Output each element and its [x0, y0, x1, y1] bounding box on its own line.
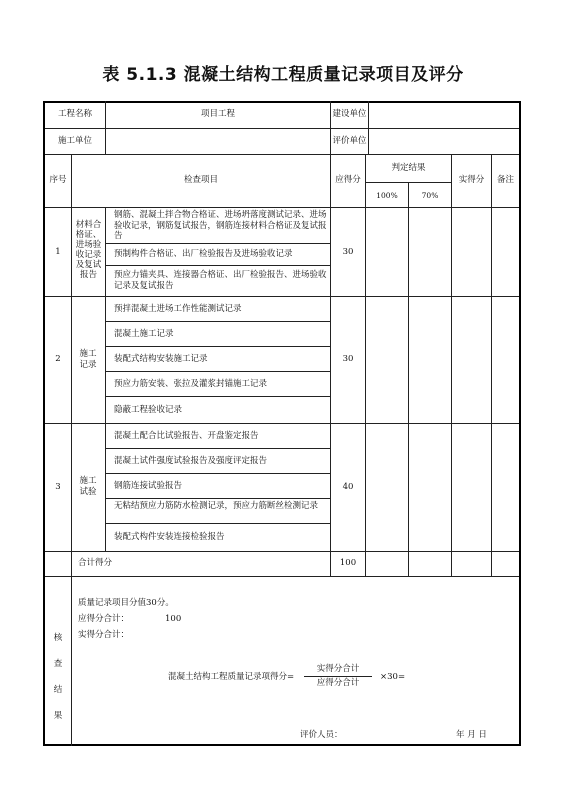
list-item: 混凝土施工记录 — [114, 329, 174, 339]
rule — [43, 296, 520, 297]
group-seq: 3 — [55, 482, 61, 492]
group-category: 材料合格证、进场验收记录及复试报告 — [75, 220, 102, 280]
rule — [105, 396, 330, 397]
rule — [105, 523, 330, 524]
rule — [43, 551, 520, 552]
due-total-label: 应得分合计： — [78, 614, 130, 624]
total-score: 100 — [339, 558, 357, 568]
table-border-bottom — [43, 744, 520, 746]
rule — [365, 154, 366, 576]
group-seq: 1 — [55, 247, 61, 257]
evaluator-label: 评价人员： — [300, 730, 343, 740]
group-score: 30 — [342, 354, 354, 364]
total-label: 合计得分 — [78, 558, 113, 568]
rule — [105, 448, 330, 449]
rule — [330, 154, 331, 576]
group-score: 30 — [342, 247, 354, 257]
group-seq: 2 — [55, 354, 61, 364]
conclusion-line1: 质量记录项目分值30分。 — [78, 598, 174, 608]
list-item: 预应力锚夹具、连接器合格证、出厂检验报告、进场验收记录及复试报告 — [114, 270, 327, 291]
project-name-value: 项目工程 — [200, 109, 235, 119]
date-label: 年 月 日 — [456, 730, 487, 740]
rule — [491, 154, 492, 576]
rule — [105, 265, 330, 266]
list-item: 钢筋、混凝土拌合物合格证、进场坍落度测试记录、进场验收记录，钢筋复试报告，钢筋连接材料合格证及复试报告 — [114, 210, 327, 241]
page-title: 表 5.1.3 混凝土结构工程质量记录项目及评分 — [102, 65, 464, 85]
col-actual-score: 实得分 — [458, 175, 485, 185]
rule — [105, 371, 330, 372]
list-item: 钢筋连接试验报告 — [114, 481, 183, 491]
list-item: 无粘结预应力筋防水检测记录，预应力筋断丝检测记录 — [114, 501, 319, 511]
rule — [43, 207, 520, 208]
rule — [43, 128, 520, 129]
eval-unit-label: 评价单位 — [332, 136, 367, 146]
list-item: 装配式构件安装连接检验报告 — [114, 532, 225, 542]
col-pct-70: 70% — [421, 191, 439, 200]
rule — [105, 207, 106, 551]
formula-prefix: 混凝土结构工程质量记录项得分= — [168, 672, 295, 682]
rule — [105, 243, 330, 244]
list-item: 混凝土试件强度试验报告及强度评定报告 — [114, 456, 268, 466]
table-border-right — [519, 101, 521, 746]
construct-unit-label: 施工单位 — [57, 136, 92, 146]
col-check-item: 检查项目 — [183, 175, 218, 185]
formula-suffix: ×30= — [380, 672, 406, 682]
list-item: 预应力筋安装、张拉及灌浆封锚施工记录 — [114, 379, 268, 389]
list-item: 预制构件合格证、出厂检验报告及进场验收记录 — [114, 249, 293, 259]
due-total-value: 100 — [165, 614, 182, 624]
table-border-top — [43, 101, 520, 103]
col-remark: 备注 — [496, 175, 514, 185]
rule — [71, 154, 72, 576]
rule — [105, 346, 330, 347]
rule — [43, 423, 520, 424]
group-category: 施工试验 — [79, 476, 97, 497]
rule — [43, 154, 520, 155]
col-judge-result: 判定结果 — [391, 163, 426, 173]
formula-numerator: 实得分合计 — [316, 664, 360, 674]
actual-total-label: 实得分合计： — [78, 630, 130, 640]
col-seq: 序号 — [49, 175, 67, 185]
col-due-score: 应得分 — [335, 175, 361, 185]
fraction-bar — [304, 676, 372, 677]
formula-denominator: 应得分合计 — [316, 678, 360, 688]
list-item: 隐蔽工程验收记录 — [114, 405, 183, 415]
build-unit-label: 建设单位 — [332, 109, 367, 119]
group-score: 40 — [342, 482, 354, 492]
rule — [105, 473, 330, 474]
rule — [408, 182, 409, 576]
rule — [105, 321, 330, 322]
list-item: 预拌混凝土进场工作性能测试记录 — [114, 304, 242, 314]
group-category: 施工记录 — [79, 349, 97, 370]
rule — [368, 101, 369, 154]
rule — [71, 576, 72, 746]
list-item: 混凝土配合比试验报告、开盘鉴定报告 — [114, 431, 259, 441]
conclusion-label: 核 查 结 果 — [53, 633, 63, 721]
rule — [105, 498, 330, 499]
list-item: 装配式结构安装施工记录 — [114, 354, 208, 364]
rule — [451, 154, 452, 576]
col-pct-100: 100% — [376, 191, 398, 200]
rule — [43, 576, 520, 577]
project-name-label: 工程名称 — [57, 109, 92, 119]
